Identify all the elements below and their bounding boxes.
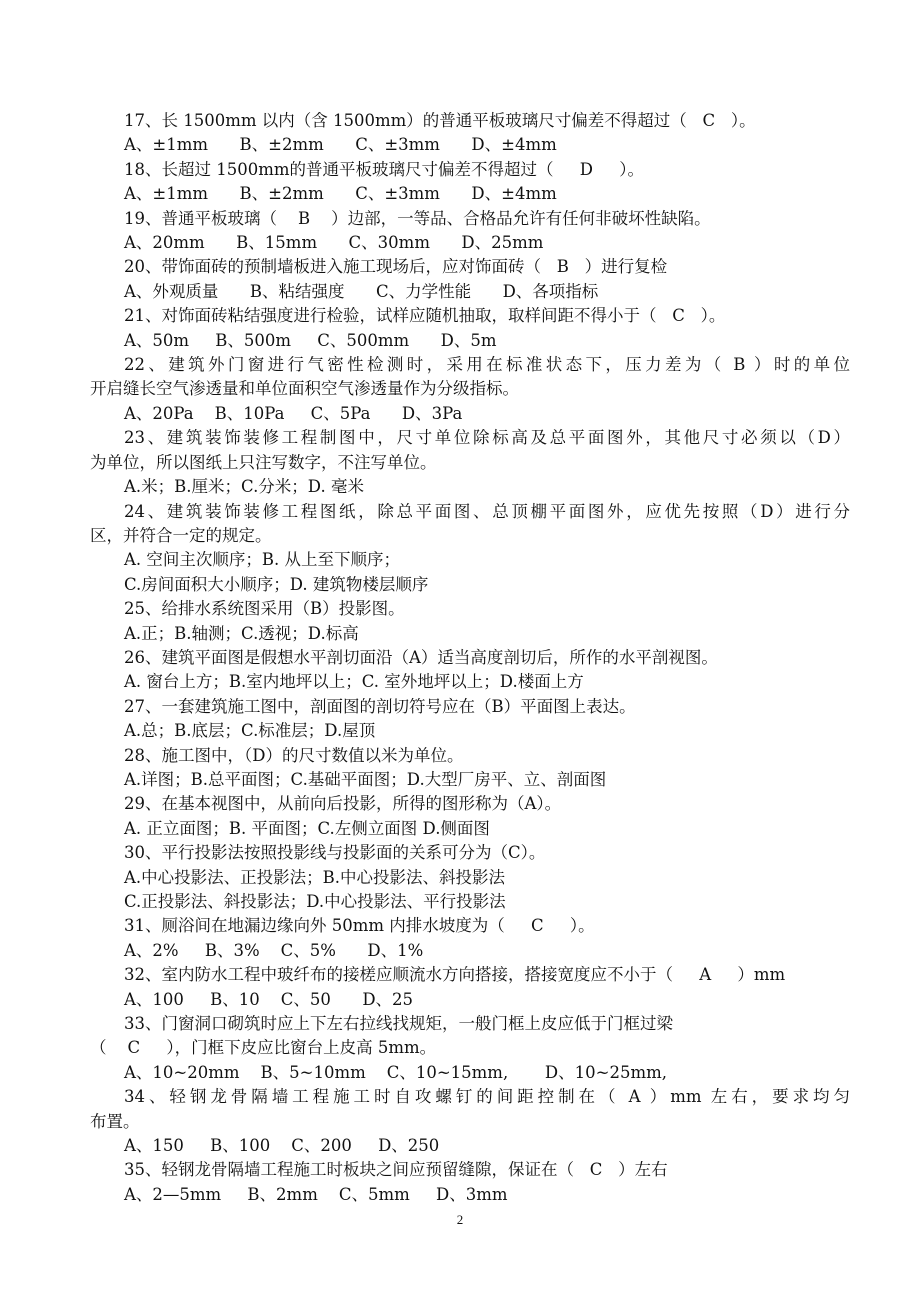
text-line: 32、室内防水工程中玻纤布的接槎应顺流水方向搭接，搭接宽度应不小于（ A ）mm xyxy=(124,965,786,985)
text-line: A、2—5mm B、2mm C、5mm D、3mm xyxy=(124,1184,508,1204)
text-line: 29、在基本视图中，从前向后投影，所得的图形称为（A）。 xyxy=(124,794,562,814)
text-line: A、10~20mm B、5~10mm C、10~15mm, D、10~25mm, xyxy=(124,1062,667,1082)
text-line: A、±1mm B、±2mm C、±3mm D、±4mm xyxy=(124,184,557,204)
text-line: A.中心投影法、正投影法；B.中心投影法、斜投影法 xyxy=(124,867,506,887)
question-list xyxy=(90,109,850,1207)
text-line: 20、带饰面砖的预制墙板进入施工现场后，应对饰面砖（ B ）进行复检 xyxy=(124,257,668,277)
text-line: A、20mm B、15mm C、30mm D、25mm xyxy=(124,233,544,253)
text-line: A. 正立面图；B. 平面图；C.左侧立面图 D.侧面图 xyxy=(124,818,490,838)
text-line: 17、长 1500mm 以内（含 1500mm）的普通平板玻璃尺寸偏差不得超过（ C ）。 xyxy=(124,111,756,130)
text-line: 为单位，所以图纸上只注写数字，不注写单位。 xyxy=(90,452,437,472)
text-line: 35、轻钢龙骨隔墙工程施工时板块之间应预留缝隙，保证在（ C ）左右 xyxy=(124,1160,668,1180)
text-line: 23、建筑装饰装修工程制图中，尺寸单位除标高及总平面图外，其他尺寸必须以（D） xyxy=(124,428,850,448)
page-number: 2 xyxy=(456,1212,464,1227)
text-line: A.正；B.轴测；C.透视；D.标高 xyxy=(124,623,359,643)
text-line: 25、给排水系统图采用（B）投影图。 xyxy=(124,599,405,619)
text-line: 27、一套建筑施工图中，剖面图的剖切符号应在（B）平面图上表达。 xyxy=(124,696,636,716)
text-line: 31、厕浴间在地漏边缘向外 50mm 内排水坡度为（ C ）。 xyxy=(124,916,595,936)
text-line: 34、轻钢龙骨隔墙工程施工时自攻螺钉的间距控制在（ A ）mm 左右，要求均匀 xyxy=(124,1087,850,1107)
text-line: 18、长超过 1500mm的普通平板玻璃尺寸偏差不得超过（ D ）。 xyxy=(124,159,644,179)
text-line: A、2% B、3% C、5% D、1% xyxy=(124,940,424,960)
text-line: A. 窗台上方；B.室内地坪以上；C. 室外地坪以上；D.楼面上方 xyxy=(124,672,584,692)
text-line: A、50m B、500m C、500mm D、5m xyxy=(124,330,497,350)
text-line: 21、对饰面砖粘结强度进行检验，试样应随机抽取，取样间距不得小于（ C ）。 xyxy=(124,306,726,326)
text-line: 区，并符合一定的规定。 xyxy=(90,525,272,545)
text-line: 26、建筑平面图是假想水平剖切面沿（A）适当高度剖切后，所作的水平剖视图。 xyxy=(124,647,718,667)
text-line: A、外观质量 B、粘结强度 C、力学性能 D、各项指标 xyxy=(124,281,599,301)
text-line: A、20Pa B、10Pa C、5Pa D、3Pa xyxy=(124,403,463,423)
text-line: A、±1mm B、±2mm C、±3mm D、±4mm xyxy=(124,135,557,155)
text-line: A.详图；B.总平面图；C.基础平面图；D.大型厂房平、立、剖面图 xyxy=(124,769,607,789)
text-line: C.房间面积大小顺序；D. 建筑物楼层顺序 xyxy=(124,574,429,594)
text-line: A.米；B.厘米；C.分米；D. 毫米 xyxy=(124,477,364,497)
text-line: 30、平行投影法按照投影线与投影面的关系可分为（C）。 xyxy=(124,843,546,863)
text-line: 22、建筑外门窗进行气密性检测时，采用在标准状态下，压力差为（ B ）时的单位 xyxy=(124,355,850,375)
text-line: 33、门窗洞口砌筑时应上下左右拉线找规矩，一般门框上皮应低于门框过梁 xyxy=(124,1014,673,1034)
text-line: 开启缝长空气渗透量和单位面积空气渗透量作为分级指标。 xyxy=(90,379,519,399)
text-line: A、150 B、100 C、200 D、250 xyxy=(124,1136,440,1156)
text-line: 布置。 xyxy=(90,1111,140,1131)
text-line: A.总；B.底层；C.标准层；D.屋顶 xyxy=(124,721,376,741)
text-line: C.正投影法、斜投影法；D.中心投影法、平行投影法 xyxy=(124,892,506,911)
text-line: 24、建筑装饰装修工程图纸，除总平面图、总顶棚平面图外，应优先按照（D）进行分 xyxy=(124,501,850,521)
text-line: 28、施工图中，（D）的尺寸数值以米为单位。 xyxy=(124,745,464,765)
text-line: 19、普通平板玻璃（ B ）边部，一等品、合格品允许有任何非破坏性缺陷。 xyxy=(124,208,711,228)
text-line: （ C ），门框下皮应比窗台上皮高 5mm。 xyxy=(90,1038,437,1058)
text-line: A、100 B、10 C、50 D、25 xyxy=(124,989,414,1009)
text-line: A. 空间主次顺序；B. 从上至下顺序； xyxy=(124,550,401,570)
